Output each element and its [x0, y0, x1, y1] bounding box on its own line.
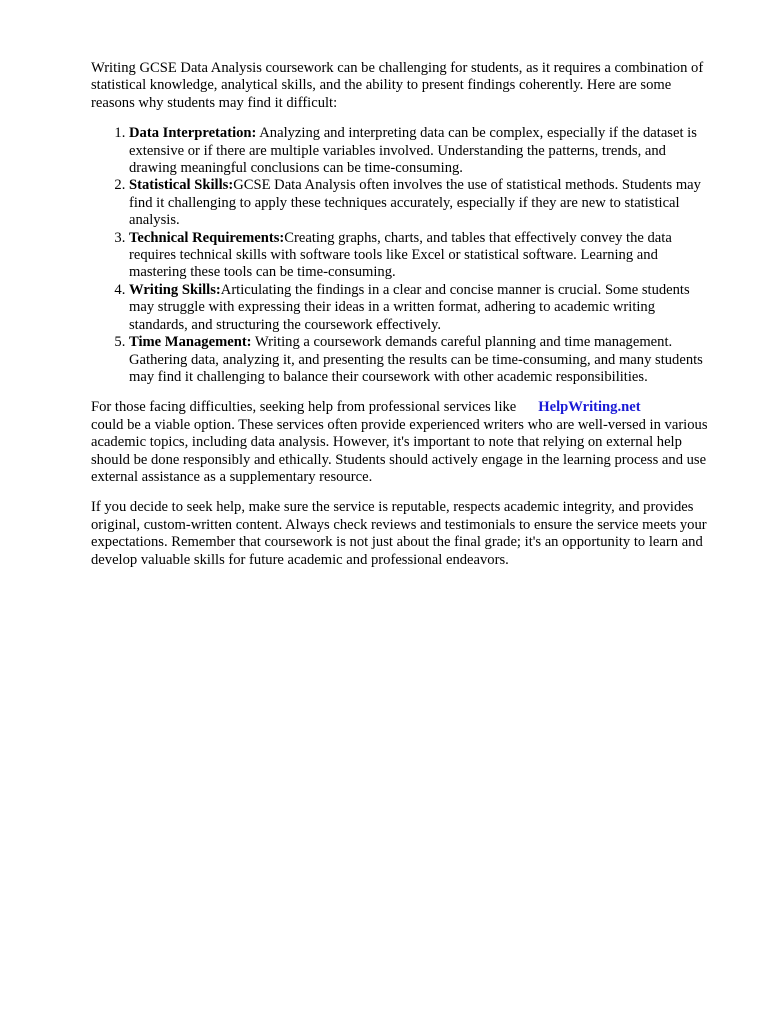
list-item [129, 230, 717, 282]
list-item [129, 177, 717, 229]
reason-text: GCSE Data Analysis often involves the use of statistical methods. Students may find it challenging to apply these techniques accurately, especially if they are new to statistical analysis. [129, 177, 701, 229]
reason-text: Articulating the findings in a clear and concise manner is crucial. Some students may struggle with expressing their ideas in a written format, adhering to academic writing standards, and structuring the coursework effectively. [129, 281, 690, 333]
help-text-after-link: could be a viable option. These services often provide experienced writers who are well-versed in various academic topics, including data analysis. However, it's important to note that relying on external help should be done responsibly and ethically. Students should actively engage in the learning process and use external assistance as a supplementary resource. [91, 416, 708, 485]
list-item [129, 125, 717, 177]
helpwriting-link[interactable]: HelpWriting.net [538, 399, 641, 416]
reason-text: Analyzing and interpreting data can be complex, especially if the dataset is extensive or if there are multiple variables involved. Understanding the patterns, trends, and drawing meaningful conclusions can be time-consuming. [129, 125, 697, 177]
document-page [91, 60, 717, 582]
help-paragraph [91, 399, 717, 486]
reasons-list [91, 125, 717, 386]
list-item [129, 282, 717, 334]
help-text-before-link: For those facing difficulties, seeking help from professional services like [91, 399, 517, 416]
reason-term: Time Management: [129, 334, 252, 351]
closing-paragraph: If you decide to seek help, make sure the service is reputable, respects academic integrity, and provides original, custom-written content. Always check reviews and testimonials to ensure the service meets your expectations. Remember that coursework is not just about the final grade; it's an opportunity to learn and develop valuable skills for future academic and professional endeavors. [91, 499, 707, 568]
reason-term: Technical Requirements: [129, 229, 285, 246]
list-item [129, 334, 717, 386]
reason-text: Creating graphs, charts, and tables that effectively convey the data requires technical skills with software tools like Excel or statistical software. Learning and mastering these tools can be time-consuming. [129, 229, 672, 281]
reason-term: Statistical Skills: [129, 177, 234, 194]
reason-term: Data Interpretation: [129, 125, 257, 142]
reason-text: Writing a coursework demands careful planning and time management. Gathering data, analyzing it, and presenting the results can be time-consuming, and many students may find it challenging to balance their coursework with other academic responsibilities. [129, 334, 703, 385]
intro-paragraph: Writing GCSE Data Analysis coursework can be challenging for students, as it requires a combination of statistical knowledge, analytical skills, and the ability to present findings coherently. Here are some reasons why students may find it difficult: [91, 60, 704, 111]
reason-term: Writing Skills: [129, 281, 221, 298]
